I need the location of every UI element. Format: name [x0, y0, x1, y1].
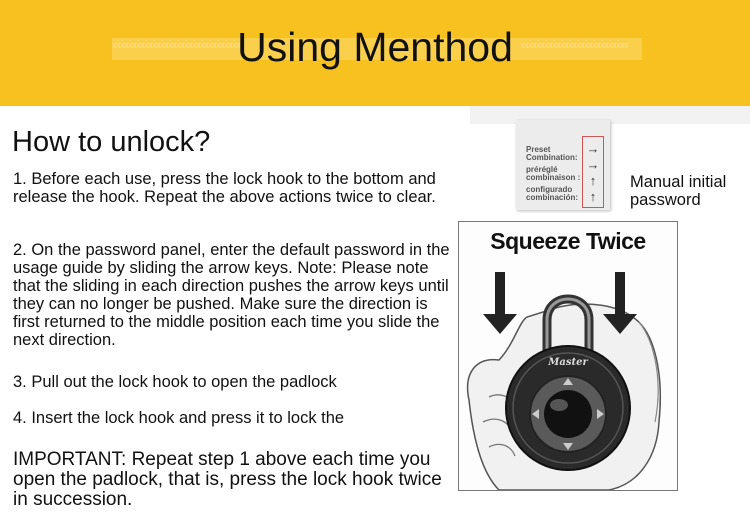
preset-combination-card — [516, 120, 610, 210]
card-line: combinación: — [526, 193, 579, 202]
step-2: 2. On the password panel, enter the default password in the usage guide by sliding the arrow keys. Note: Please note that the sliding in each direction pushes the arrow keys until they can no longer be pushed. Make sure the direction is first returned to the middle position each time you slide the next direction. — [13, 241, 450, 349]
up-arrow-icon: ↑ — [589, 189, 597, 204]
header-banner — [0, 0, 750, 106]
card-line: Combination: — [526, 153, 578, 162]
card-line: combinaison : — [526, 173, 581, 182]
right-arrow-icon: → — [586, 141, 600, 156]
padlock-illustration — [458, 221, 678, 491]
step-4: 4. Insert the lock hook and press it to lock the — [13, 409, 345, 427]
banner-title: Using Menthod — [237, 24, 513, 70]
card-line: préréglé — [526, 165, 558, 174]
page-heading: How to unlock? — [12, 126, 211, 158]
squeeze-twice-title: Squeeze Twice — [490, 228, 646, 254]
dial-button — [544, 390, 592, 438]
right-arrow-icon: → — [586, 157, 600, 172]
dial-highlight — [550, 399, 568, 411]
left-squeeze-arrow-shaft — [495, 272, 505, 318]
left-squeeze-arrow-icon — [483, 314, 517, 334]
step-3: 3. Pull out the lock hook to open the padlock — [13, 373, 337, 391]
step-1: 1. Before each use, press the lock hook to the bottom and release the hook. Repeat the above actions twice to clear. — [13, 170, 436, 206]
card-line: Preset — [526, 145, 551, 154]
important-note: IMPORTANT: Repeat step 1 above each time you open the padlock, that is, press the lock hook twice in succession. — [13, 449, 442, 510]
padlock-drawing — [459, 222, 677, 490]
up-arrow-icon: ↑ — [589, 173, 597, 188]
right-squeeze-arrow-shaft — [615, 272, 625, 318]
card-line: configurado — [526, 185, 573, 194]
brand-label: Master — [548, 357, 588, 368]
manual-initial-password-label: Manual initial password — [630, 173, 727, 209]
background-strip — [470, 106, 750, 124]
banner-decor-right: xxxxxxxxxxxxxxxxxxxxxxxxxxx — [520, 40, 628, 50]
banner-decor-left: xxxxxxxxxxxxxxxxxxxxxxxxxxxxxxxx — [112, 40, 240, 50]
